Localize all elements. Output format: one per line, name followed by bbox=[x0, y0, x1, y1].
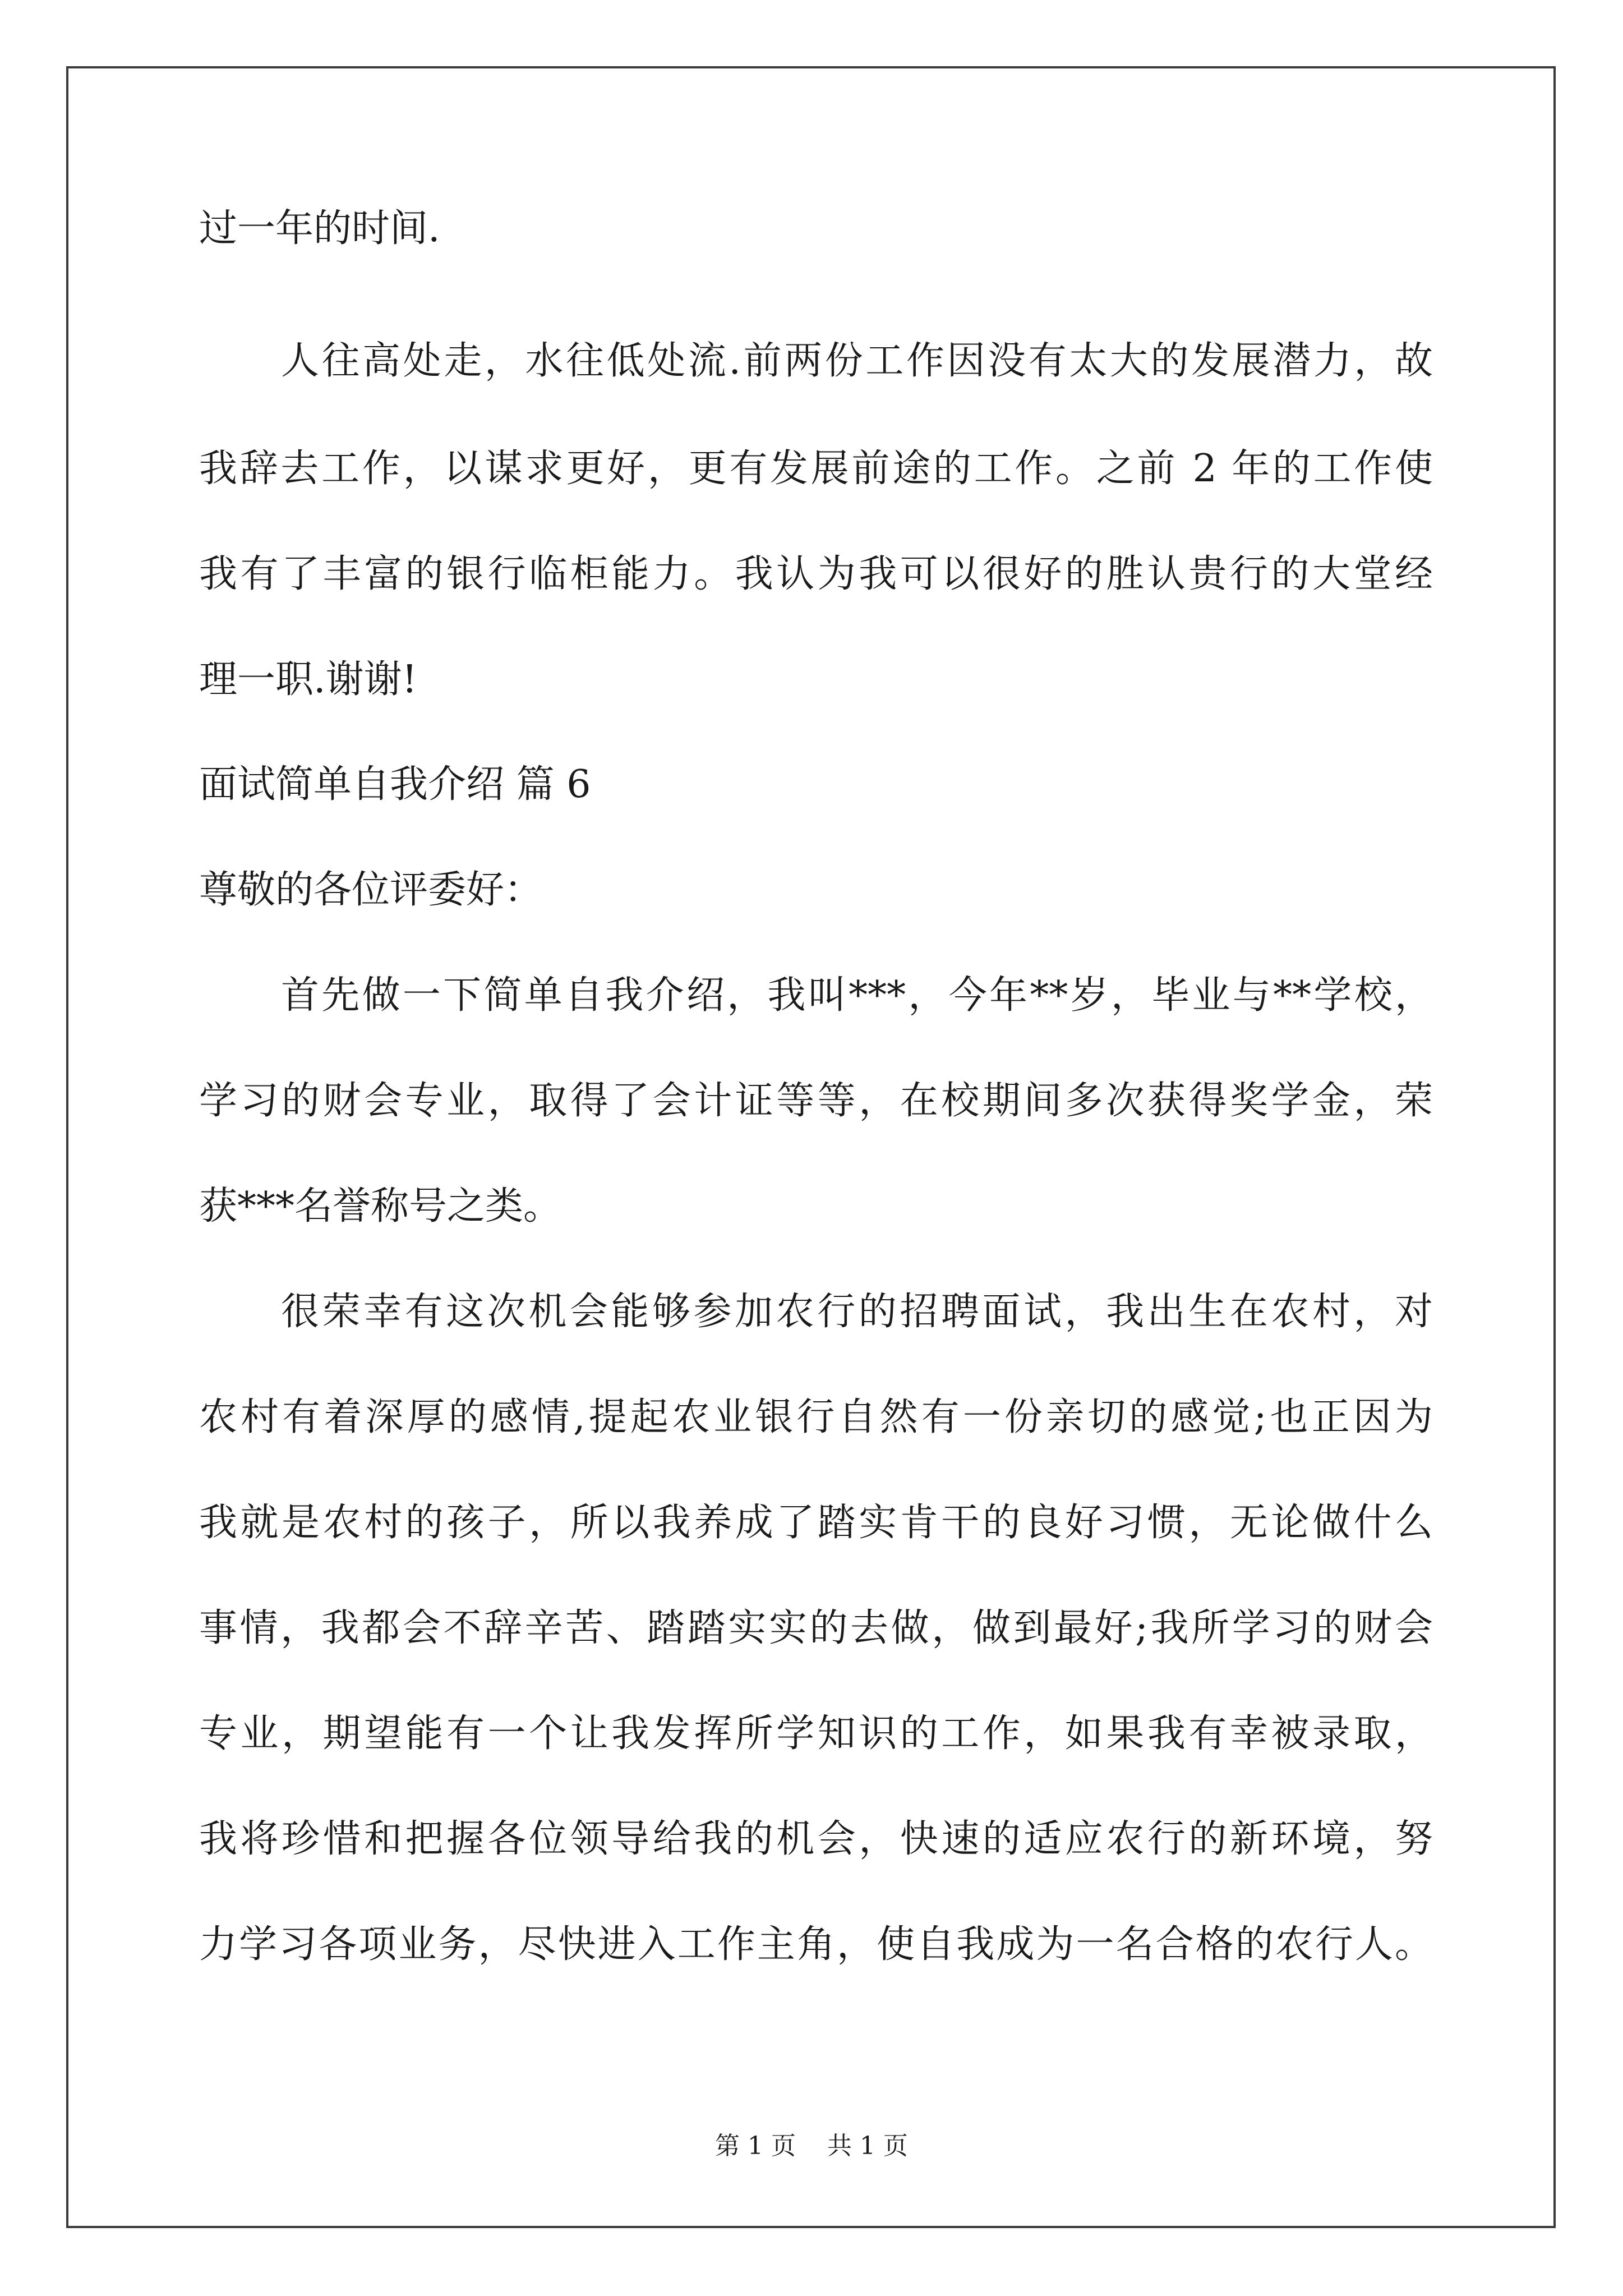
page-footer: 第 1 页 共 1 页 bbox=[715, 2132, 908, 2160]
text-line: 过一年的时间. bbox=[199, 206, 440, 251]
text-line: 我有了丰富的银行临柜能力。我认为我可以很好的胜认贵行的大堂经 bbox=[199, 552, 1433, 596]
paragraph-first-line: 首先做一下简单自我介绍，我叫***，今年**岁，毕业与**学校， bbox=[281, 973, 1433, 1018]
salutation: 尊敬的各位评委好： bbox=[199, 868, 543, 912]
text-line: 农村有着深厚的感情,提起农业银行自然有一份亲切的感觉;也正因为 bbox=[199, 1395, 1433, 1439]
text-line: 我辞去工作，以谋求更好，更有发展前途的工作。之前 2 年的工作使 bbox=[199, 447, 1433, 491]
text-line: 学习的财会专业，取得了会计证等等，在校期间多次获得奖学金，荣 bbox=[199, 1079, 1433, 1123]
paragraph-first-line: 很荣幸有这次机会能够参加农行的招聘面试，我出生在农村，对 bbox=[281, 1290, 1433, 1334]
text-line: 我将珍惜和把握各位领导给我的机会，快速的适应农行的新环境，努 bbox=[199, 1817, 1433, 1861]
text-line: 理一职.谢谢! bbox=[199, 657, 417, 702]
paragraph-first-line: 人往高处走，水往低处流.前两份工作因没有太大的发展潜力，故 bbox=[281, 339, 1433, 383]
text-line: 事情，我都会不辞辛苦、踏踏实实的去做，做到最好;我所学习的财会 bbox=[199, 1606, 1433, 1650]
text-line: 获***名誉称号之类。 bbox=[199, 1184, 562, 1228]
page-frame bbox=[66, 66, 1556, 2228]
text-line: 我就是农村的孩子，所以我养成了踏实肯干的良好习惯，无论做什么 bbox=[199, 1501, 1433, 1545]
text-line: 力学习各项业务，尽快进入工作主角，使自我成为一名合格的农行人。 bbox=[199, 1922, 1433, 1967]
text-line: 专业，期望能有一个让我发挥所学知识的工作，如果我有幸被录取， bbox=[199, 1711, 1433, 1756]
section-heading: 面试简单自我介绍 篇 6 bbox=[199, 762, 591, 807]
